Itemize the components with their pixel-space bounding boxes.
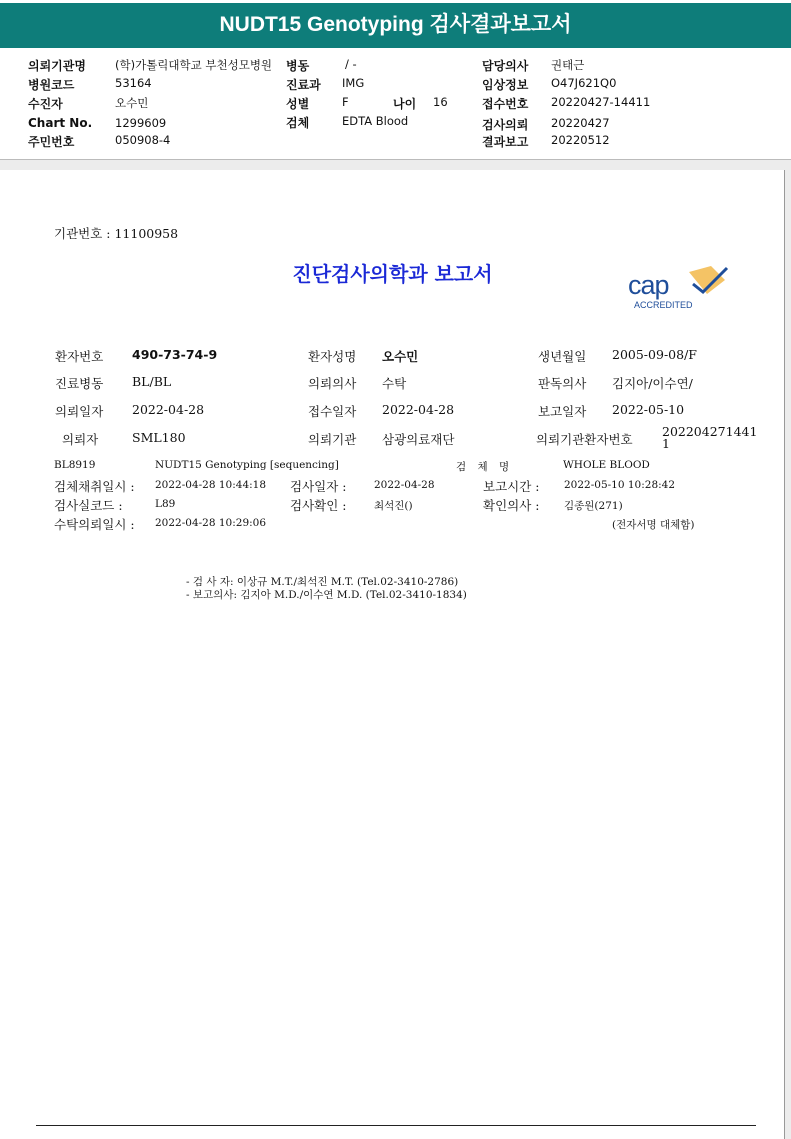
test-code: BL8919 — [54, 459, 96, 471]
pname-value: 오수민 — [382, 349, 419, 364]
ward-label: 병동 — [286, 59, 310, 73]
reptime-label: 보고시간 : — [483, 479, 540, 494]
spec-label: 검 체 명 — [456, 461, 514, 473]
specimen-label: 검체 — [286, 116, 310, 130]
bottom-divider — [36, 1125, 756, 1126]
collect-label: 검체채취일시 : — [54, 479, 135, 494]
age-value: 16 — [433, 95, 448, 109]
repdate-label: 보고일자 — [538, 404, 587, 419]
ward-row-label: 진료병동 — [55, 376, 104, 391]
clinical-value: O47J621Q0 — [551, 76, 617, 90]
confirmdoc-value: 김종원(271) — [564, 500, 623, 512]
footer-tester: - 검 사 자: 이상규 M.T./최석진 M.T. (Tel.02-3410-2786) — [186, 576, 459, 588]
ward-row-value: BL/BL — [132, 374, 172, 389]
footer-reporter: - 보고의사: 김지아 M.D./이수연 M.D. (Tel.02-3410-1834) — [186, 589, 467, 601]
collect-value: 2022-04-28 10:44:18 — [155, 479, 267, 491]
esign-note: (전자서명 대체함) — [612, 519, 695, 531]
reqorg-label: 의뢰기관 — [308, 432, 357, 447]
report-title: NUDT15 Genotyping 검사결과보고서 — [0, 0, 791, 48]
dob-label: 생년월일 — [538, 349, 587, 364]
orgpid-value-line2: 1 — [662, 436, 670, 451]
rrn-label: 주민번호 — [28, 135, 75, 149]
readdoc-value: 김지아/이수연/ — [612, 376, 693, 391]
repdate-value: 2022-05-10 — [612, 402, 685, 417]
reqdoc-value: 수탁 — [382, 376, 407, 391]
reptime-value: 2022-05-10 10:28:42 — [564, 479, 676, 491]
entrust-value: 2022-04-28 10:29:06 — [155, 517, 267, 529]
entrust-label: 수탁의뢰일시 : — [54, 517, 135, 532]
hospital-code-value: 53164 — [115, 76, 152, 90]
doctor-value: 권태근 — [551, 58, 585, 72]
receipt-value: 20220427-14411 — [551, 95, 651, 109]
chart-label: Chart No. — [28, 116, 93, 130]
clinical-label: 임상정보 — [482, 78, 529, 92]
pname-label: 환자성명 — [308, 349, 357, 364]
requester-value: SML180 — [132, 430, 186, 445]
cap-accredited-logo — [626, 268, 736, 316]
dept-label: 진료과 — [286, 78, 321, 92]
receipt-label: 접수번호 — [482, 97, 529, 111]
confirm-value: 최석진() — [374, 500, 413, 512]
reqdate-value: 2022-04-28 — [132, 402, 205, 417]
orgpid-value-line1: 202204271441 — [662, 424, 758, 439]
org-number: 기관번호 : 11100958 — [54, 226, 179, 241]
room-value: L89 — [155, 498, 176, 510]
hospital-code-label: 병원코드 — [28, 78, 75, 92]
recdate-value: 2022-04-28 — [382, 402, 455, 417]
doctor-label: 담당의사 — [482, 59, 529, 73]
room-label: 검사실코드 : — [54, 498, 123, 513]
report-date-value: 20220512 — [551, 133, 610, 147]
patient-label: 수진자 — [28, 97, 63, 111]
reqorg-value: 삼광의료재단 — [382, 432, 455, 447]
sex-value: F — [342, 95, 349, 109]
report-header — [0, 48, 791, 160]
specimen-value: EDTA Blood — [342, 114, 409, 128]
pid-label: 환자번호 — [55, 349, 104, 364]
page-heading: 진단검사의학과 보고서 — [292, 262, 493, 286]
recdate-label: 접수일자 — [308, 404, 357, 419]
institution-value: (학)가톨릭대학교 부천성모병원 — [115, 58, 273, 72]
cap-logo-text: cap — [628, 270, 669, 300]
requester-label: 의뢰자 — [62, 432, 99, 447]
pid-value: 490-73-74-9 — [132, 347, 218, 362]
test-name: NUDT15 Genotyping [sequencing] — [155, 459, 339, 471]
request-value: 20220427 — [551, 116, 610, 130]
institution-label: 의뢰기관명 — [28, 59, 86, 73]
testdate-label: 검사일자 : — [290, 479, 347, 494]
dept-value: IMG — [342, 76, 365, 90]
dob-value: 2005-09-08/F — [612, 347, 697, 362]
age-label: 나이 — [393, 97, 417, 111]
chart-value: 1299609 — [115, 116, 167, 130]
cap-accredited-text: ACCREDITED — [634, 300, 693, 310]
reqdate-label: 의뢰일자 — [55, 404, 104, 419]
confirmdoc-label: 확인의사 : — [483, 498, 540, 513]
spec-value: WHOLE BLOOD — [563, 459, 650, 471]
reqdoc-label: 의뢰의사 — [308, 376, 357, 391]
report-page — [0, 170, 785, 1139]
testdate-value: 2022-04-28 — [374, 479, 435, 491]
orgpid-label: 의뢰기관환자번호 — [536, 432, 633, 447]
request-label: 검사의뢰 — [482, 118, 529, 132]
confirm-label: 검사확인 : — [290, 498, 347, 513]
checkmark-icon — [681, 264, 731, 300]
readdoc-label: 판독의사 — [538, 376, 587, 391]
report-date-label: 결과보고 — [482, 135, 529, 149]
sex-label: 성별 — [286, 97, 310, 111]
ward-value: / - — [345, 57, 357, 71]
patient-value: 오수민 — [115, 96, 149, 110]
rrn-value: 050908-4 — [115, 133, 171, 147]
